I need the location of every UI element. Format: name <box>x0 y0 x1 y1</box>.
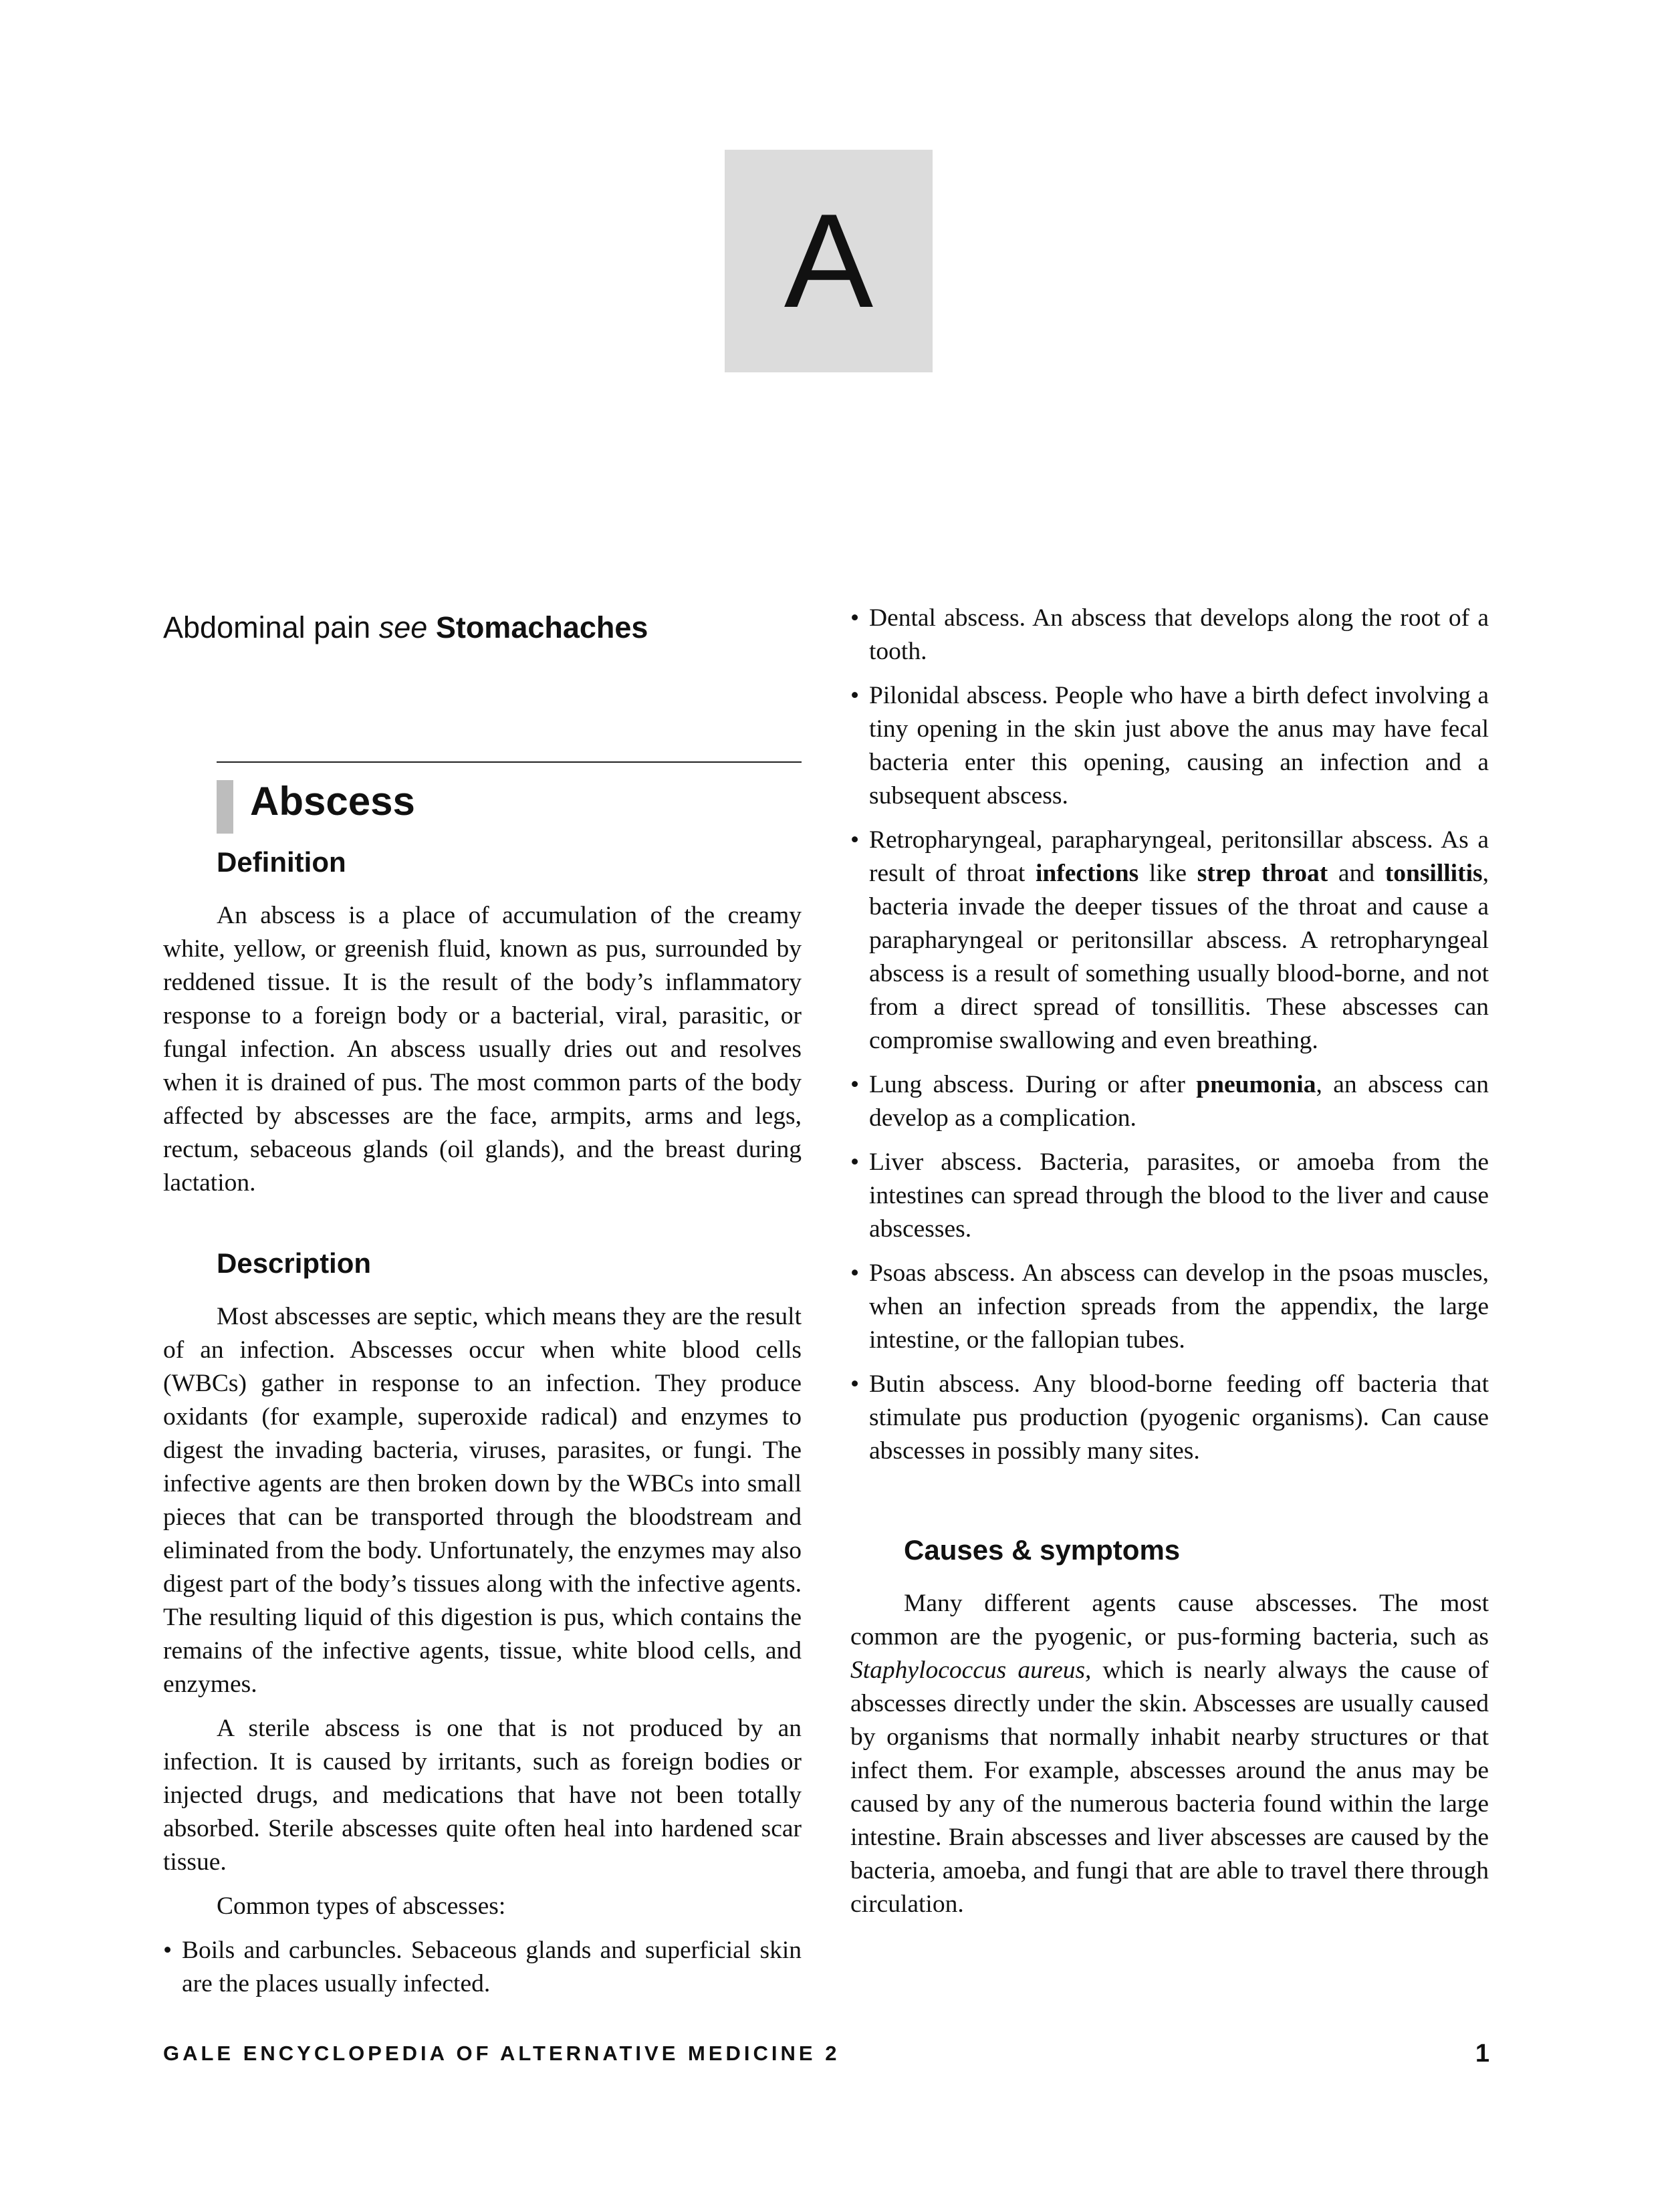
bullet-retro-text-4: , bacteria invade the deeper tissues of the throat and cause a parapharyngeal or peritonsillar abscess. A retropharyngeal abscess is a result of something usually blood-borne, and not from a direct spread of tonsillitis. These abscesses can compromise swallowing and even breathing. <box>869 860 1489 1054</box>
left-column <box>163 602 802 2001</box>
description-heading: Description <box>217 1247 372 1279</box>
causes-text-1: Many different agents cause abscesses. The most common are the pyogenic, or pus-forming bacteria, such as <box>850 1590 1489 1650</box>
causes-text-2: which is nearly always the cause of abscesses directly under the skin. Abscesses are usually caused by organisms that normally inhabit nearby structures or that infect them. For example, abscesses around the anus may be caused by any of the numerous bacteria found within the large intestine. Brain abscesses and liver abscesses are caused by the bacteria, amoeba, and fungi that are able to travel there through circulation. <box>850 1657 1489 1918</box>
sterile-abscess-paragraph: A sterile abscess is one that is not produced by an infection. It is caused by irritants, such as foreign bodies or injected drugs, and medications that have not been totally absorbed. Sterile abscesses quite often heal into hardened scar tissue. <box>163 1715 802 1876</box>
definition-heading: Definition <box>217 846 346 878</box>
bullet-liver: • Liver abscess. Bacteria, parasites, or amoeba from the intestines can spread through the blood to the liver and cause abscesses. <box>850 1146 1489 1246</box>
bullet-lung-text-2: , an abscess can develop as a complication. <box>869 1071 1489 1132</box>
bullet-lung-text-1: Lung abscess. During or after <box>869 1071 1197 1098</box>
bullet-retropharyngeal <box>850 824 1489 1058</box>
page-number: 1 <box>1475 2040 1489 2068</box>
bullet-pilonidal: • Pilonidal abscess. People who have a birth defect involving a tiny opening in the skin just above the anus may have fecal bacteria enter this opening, causing an infection and a subsequent abscess. <box>850 679 1489 813</box>
description-paragraph: Most abscesses are septic, which means they are the result of an infection. Abscesses occur when white blood cells (WBCs) gather in response to an infection. They produce oxidants (for example, superoxide radical) and enzymes to digest the invading bacteria, viruses, parasites, or fungi. The infective agents are then broken down by the WBCs into small pieces that can be transported through the bloodstream and eliminated from the body. Unfortunately, the enzymes may also digest part of the body’s tissues along with the infective agents. The resulting liquid of this digestion is pus, which contains the remains of the infective agents, tissue, white blood cells, and enzymes. <box>163 1303 802 1698</box>
definition-text: An abscess is a place of accumulation of the creamy white, yellow, or greenish fluid, known as pus, surrounded by reddened tissue. It is the result of the body’s inflammatory response to a foreign body or a bacterial, viral, parasitic, or fungal infection. An abscess usually dries out and resolves when it is drained of pus. The most common parts of the body affected by abscesses are the face, armpits, arms and legs, rectum, sebaceous glands (oil glands), and the breast during lactation. <box>163 902 802 1197</box>
bullet-butin: • Butin abscess. Any blood-borne feeding off bacteria that stimulate pus production (pyogenic organisms). Can cause abscesses in possibly many sites. <box>850 1368 1489 1468</box>
bullet-retro-text-1: Retropharyngeal, parapharyngeal, peritonsillar abscess. As a result of throat <box>869 826 1489 887</box>
entry-divider <box>217 761 802 763</box>
term-tonsillitis: tonsillitis <box>1385 860 1483 887</box>
see-also-term: Abdominal pain <box>163 610 371 644</box>
bullet-dental: • Dental abscess. An abscess that develops along the root of a tooth. <box>850 602 1489 668</box>
see-also-see: see <box>378 610 428 644</box>
common-types-intro: Common types of abscesses: <box>217 1892 506 1920</box>
entry-title: Abscess <box>250 779 415 824</box>
term-infections: infections <box>1036 860 1139 887</box>
bullet-psoas: • Psoas abscess. An abscess can develop in the psoas muscles, when an infection spreads from the appendix, the large intestine, or the fallopian tubes. <box>850 1257 1489 1357</box>
term-staphylococcus: Staphylococcus aureus, <box>850 1657 1092 1684</box>
bullet-retro-text-2: like <box>1138 860 1197 887</box>
entry-title-block <box>217 777 802 826</box>
section-letter-box <box>725 150 933 372</box>
bullet-lung <box>850 1068 1489 1135</box>
term-pneumonia: pneumonia <box>1196 1071 1316 1098</box>
footer-title: GALE ENCYCLOPEDIA OF ALTERNATIVE MEDICINE 2 <box>163 2042 840 2065</box>
causes-paragraph <box>850 1587 1489 1921</box>
right-column <box>850 602 1489 1921</box>
page-footer <box>163 2037 1489 2070</box>
causes-heading: Causes & symptoms <box>904 1534 1181 1566</box>
bullet-retro-text-3: and <box>1328 860 1385 887</box>
see-also-target: Stomachaches <box>435 610 648 644</box>
see-also-entry <box>163 611 802 644</box>
bullet-boils: • Boils and carbuncles. Sebaceous glands and superficial skin are the places usually infected. <box>163 1934 802 2001</box>
section-letter: A <box>784 186 874 336</box>
entry-title-bar <box>217 780 233 834</box>
term-strep-throat: strep throat <box>1197 860 1328 887</box>
